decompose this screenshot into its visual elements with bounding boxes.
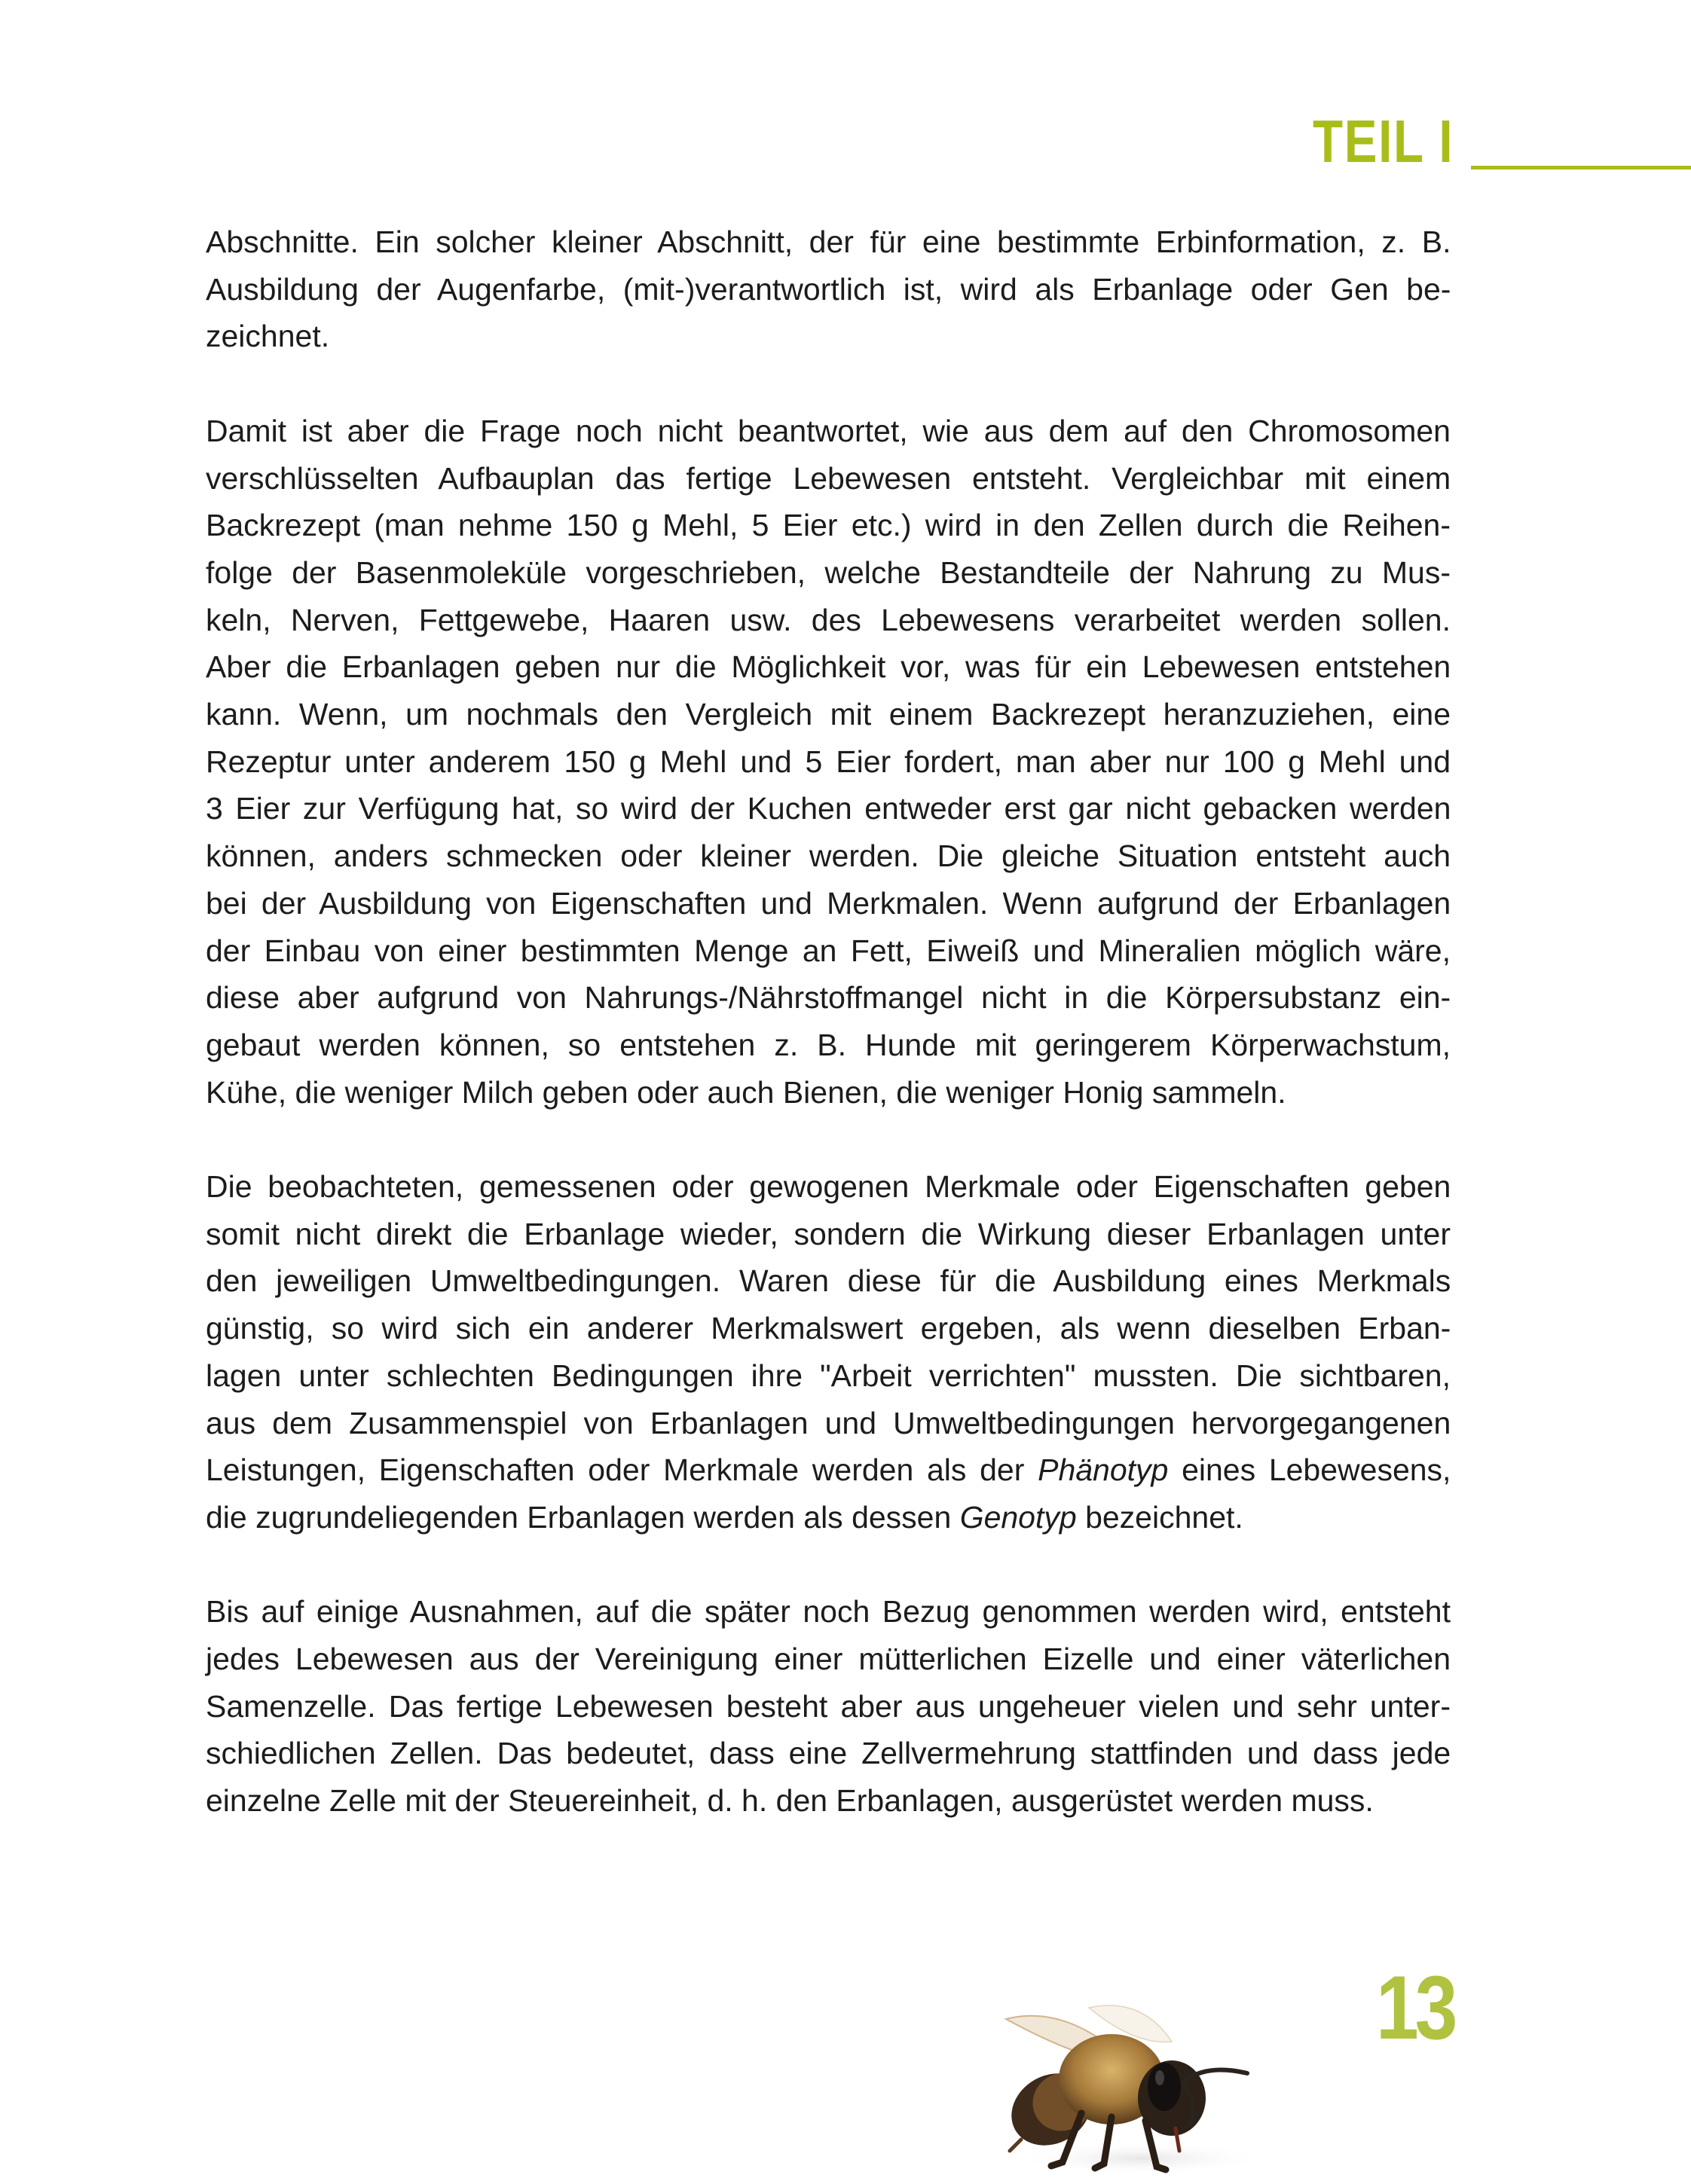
text-line: Aber die Erbanlagen geben nur die Möglichkeit vor, was für ein Lebewesen entstehen xyxy=(206,649,1451,685)
text-line: Ausbildung der Augenfarbe, (mit-)verantwortlich ist, wird als Erbanlage oder Gen be- xyxy=(206,271,1451,307)
paragraph-4 xyxy=(206,1588,1451,1825)
text-run: Leistungen, Eigenschaften oder Merkmale werden als der xyxy=(206,1452,1038,1488)
text-line xyxy=(206,1494,1451,1541)
text-line: können, anders schmecken oder kleiner werden. Die gleiche Situation entsteht auch xyxy=(206,838,1451,874)
chapter-label: TEIL I xyxy=(1313,108,1454,175)
text-line: folge der Basenmoleküle vorgeschrieben, welche Bestandteile der Nahrung zu Mus- xyxy=(206,554,1451,590)
paragraph-1 xyxy=(206,218,1451,360)
text-line: kann. Wenn, um nochmals den Vergleich mit einem Backrezept heranzuziehen, eine xyxy=(206,697,1451,732)
bee-illustration xyxy=(998,1989,1300,2180)
term-genotyp: Genotyp xyxy=(959,1499,1077,1535)
text-run: die zugrundeliegenden Erbanlagen werden als dessen xyxy=(206,1499,960,1535)
text-line: der Einbau von einer bestimmten Menge an Fett, Eiweiß und Mineralien möglich wäre, xyxy=(206,933,1451,968)
text-line: bei der Ausbildung von Eigenschaften und Merkmalen. Wenn aufgrund der Erbanlagen xyxy=(206,885,1451,921)
text-line: 3 Eier zur Verfügung hat, so wird der Kuchen entweder erst gar nicht gebacken werden xyxy=(206,791,1451,826)
paragraph-3 xyxy=(206,1163,1451,1541)
text-line: Samenzelle. Das fertige Lebewesen besteht aber aus ungeheuer vielen und sehr unter- xyxy=(206,1688,1451,1724)
text-line: gebaut werden können, so entstehen z. B. Hunde mit geringerem Körperwachstum, xyxy=(206,1027,1451,1062)
text-line xyxy=(206,1446,1451,1494)
text-line: einzelne Zelle mit der Steuereinheit, d. h. den Erbanlagen, ausgerüstet werden muss. xyxy=(206,1783,1374,1819)
bee-icon xyxy=(998,1989,1300,2180)
chapter-rule xyxy=(1471,166,1691,170)
text-line: Rezeptur unter anderem 150 g Mehl und 5 Eier fordert, man aber nur 100 g Mehl und xyxy=(206,744,1451,779)
text-line: Die beobachteten, gemessenen oder gewogenen Merkmale oder Eigenschaften geben xyxy=(206,1169,1451,1205)
text-line: den jeweiligen Umweltbedingungen. Waren diese für die Ausbildung eines Merkmals xyxy=(206,1263,1451,1299)
page-number: 13 xyxy=(1376,1957,1454,2058)
text-line: zeichnet. xyxy=(206,319,330,354)
text-line: schiedlichen Zellen. Das bedeutet, dass eine Zellvermehrung stattfinden und dass jede xyxy=(206,1736,1451,1771)
text-line: diese aber aufgrund von Nahrungs-/Nährstoffmangel nicht in die Körpersubstanz ein- xyxy=(206,980,1451,1016)
text-line: Damit ist aber die Frage noch nicht beantwortet, wie aus dem auf den Chromosomen xyxy=(206,413,1451,448)
text-line: jedes Lebewesen aus der Vereinigung einer mütterlichen Eizelle und einer väterlichen xyxy=(206,1642,1451,1677)
text-line: lagen unter schlechten Bedingungen ihre "Arbeit verrichten" mussten. Die sichtbaren, xyxy=(206,1358,1451,1393)
text-line: keln, Nerven, Fettgewebe, Haaren usw. des Lebewesens verarbeitet werden sollen. xyxy=(206,602,1451,637)
text-run: eines Lebewesens, xyxy=(1168,1452,1451,1488)
term-phaenotyp: Phänotyp xyxy=(1038,1452,1169,1488)
text-line: Abschnitte. Ein solcher kleiner Abschnitt, der für eine bestimmte Erbinformation, z. B. xyxy=(206,225,1451,259)
body-text xyxy=(206,218,1451,1872)
text-line: Bis auf einige Ausnahmen, auf die später noch Bezug genommen werden wird, entsteht xyxy=(206,1594,1451,1630)
text-line: aus dem Zusammenspiel von Erbanlagen und Umweltbedingungen hervorgegangenen xyxy=(206,1405,1451,1440)
text-run: bezeichnet. xyxy=(1076,1499,1243,1535)
paragraph-2 xyxy=(206,408,1451,1116)
text-line: günstig, so wird sich ein anderer Merkmalswert ergeben, als wenn dieselben Erban- xyxy=(206,1311,1451,1346)
text-line: somit nicht direkt die Erbanlage wieder, sondern die Wirkung dieser Erbanlagen unter xyxy=(206,1216,1451,1251)
text-line: Kühe, die weniger Milch geben oder auch Bienen, die weniger Honig sammeln. xyxy=(206,1074,1286,1110)
text-line: verschlüsselten Aufbauplan das fertige Lebewesen entsteht. Vergleichbar mit einem xyxy=(206,460,1451,496)
text-line: Backrezept (man nehme 150 g Mehl, 5 Eier etc.) wird in den Zellen durch die Reihen- xyxy=(206,508,1451,543)
